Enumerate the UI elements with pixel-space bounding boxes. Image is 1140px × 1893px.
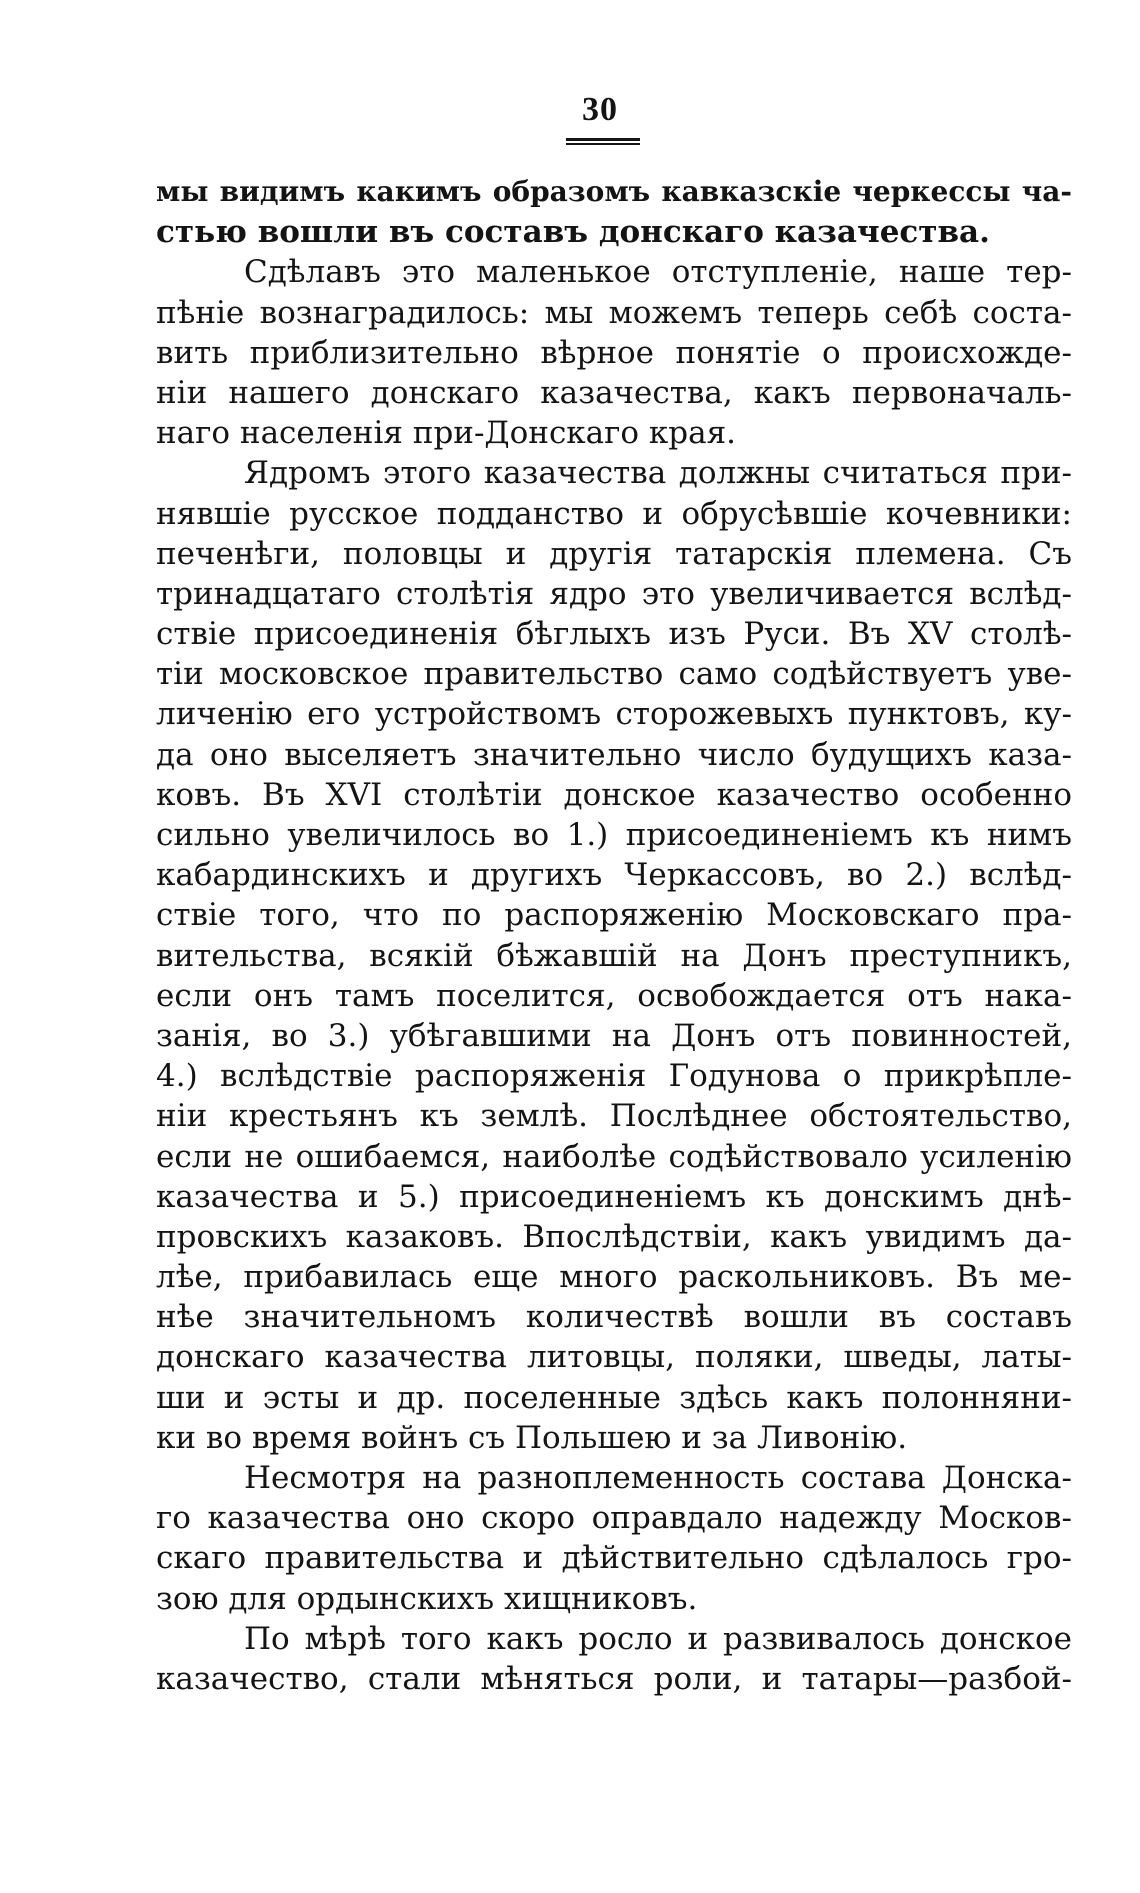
- text-line: если онъ тамъ поселится, освобождается отъ нака-: [156, 977, 1072, 1014]
- text-line: кабардинскихъ и другихъ Черкассовъ, во 2.) вслѣд-: [156, 857, 1072, 894]
- text-line: сильно увеличилось во 1.) присоединеніемъ къ нимъ: [156, 817, 1072, 853]
- text-line: ніи крестьянъ къ землѣ. Послѣднее обстоятельство,: [156, 1098, 1072, 1135]
- text-line: занія, во 3.) убѣгавшими на Донъ отъ повинностей,: [156, 1017, 1072, 1054]
- text-line: ствіе присоединенія бѣглыхъ изъ Руси. Въ XV столѣ-: [156, 616, 1072, 653]
- text-line: Сдѣлавъ это маленькое отступленіе, наше тер-: [244, 254, 1072, 291]
- text-line: пѣніе вознаградилось: мы можемъ теперь себѣ соста-: [156, 294, 1072, 331]
- page-number: 30: [582, 91, 618, 128]
- text-line: казачества и 5.) присоединеніемъ къ донскимъ днѣ-: [156, 1178, 1072, 1215]
- text-line: зою для ордынскихъ хищниковъ.: [156, 1580, 698, 1617]
- text-line: ніи нашего донскаго казачества, какъ первоначаль-: [156, 374, 1072, 411]
- body-text: [156, 172, 1072, 1699]
- text-line: нявшіе русское подданство и обрусѣвшіе кочевники:: [156, 495, 1072, 532]
- text-line: ствіе того, что по распоряженію Московскаго пра-: [156, 897, 1072, 934]
- text-line: наго населенія при-Донскаго края.: [156, 415, 737, 452]
- text-line: донскаго казачества литовцы, поляки, шведы, латы-: [156, 1339, 1072, 1376]
- text-line: лѣе, прибавилась еще много раскольниковъ. Въ ме-: [156, 1259, 1072, 1296]
- text-line: вительства, всякій бѣжавшій на Донъ преступникъ,: [156, 937, 1072, 974]
- text-line: вить приблизительно вѣрное понятіе о происхожде-: [156, 334, 1072, 371]
- text-line: скаго правительства и дѣйствительно сдѣлалось гро-: [156, 1540, 1072, 1577]
- text-line: ши и эсты и др. поселенные здѣсь какъ полонняни-: [156, 1379, 1072, 1416]
- text-line: если не ошибаемся, наиболѣе содѣйствовало усиленію: [156, 1138, 1072, 1175]
- text-line: 4.) вслѣдствіе распоряженія Годунова о прикрѣпле-: [156, 1058, 1072, 1095]
- text-line: стью вошли въ составъ донскаго казачества.: [156, 214, 990, 251]
- rule-line-top: [566, 138, 640, 141]
- text-line: ки во время войнъ съ Польшею и за Ливонію.: [156, 1419, 908, 1456]
- text-line: тіи московское правительство само содѣйствуетъ уве-: [156, 656, 1072, 693]
- text-line: Ядромъ этого казачества должны считаться при-: [244, 455, 1072, 492]
- text-line: тринадцатаго столѣтія ядро это увеличивается вслѣд-: [156, 575, 1072, 612]
- text-line: провскихъ казаковъ. Впослѣдствіи, какъ увидимъ да-: [156, 1218, 1072, 1255]
- text-line: По мѣрѣ того какъ росло и развивалось донское: [244, 1620, 1072, 1657]
- page-number-rule: [566, 138, 640, 146]
- text-line: да оно выселяетъ значительно число будущихъ каза-: [156, 736, 1072, 773]
- text-line: казачество, стали мѣняться роли, и татары—разбой-: [156, 1660, 1072, 1697]
- text-line: нѣе значительномъ количествѣ вошли въ составъ: [156, 1299, 1072, 1336]
- text-line: го казачества оно скоро оправдало надежду Москов-: [156, 1500, 1072, 1537]
- text-line: мы видимъ какимъ образомъ кавказскіе черкессы ча-: [156, 175, 1072, 208]
- text-line: Несмотря на разноплеменность состава Донска-: [244, 1460, 1072, 1496]
- text-line: личенію его устройствомъ сторожевыхъ пунктовъ, ку-: [156, 696, 1072, 733]
- rule-line-bottom: [566, 143, 640, 145]
- text-line: ковъ. Въ XVI столѣтіи донское казачество особенно: [156, 776, 1072, 813]
- text-line: печенѣги, половцы и другія татарскія племена. Съ: [156, 535, 1072, 572]
